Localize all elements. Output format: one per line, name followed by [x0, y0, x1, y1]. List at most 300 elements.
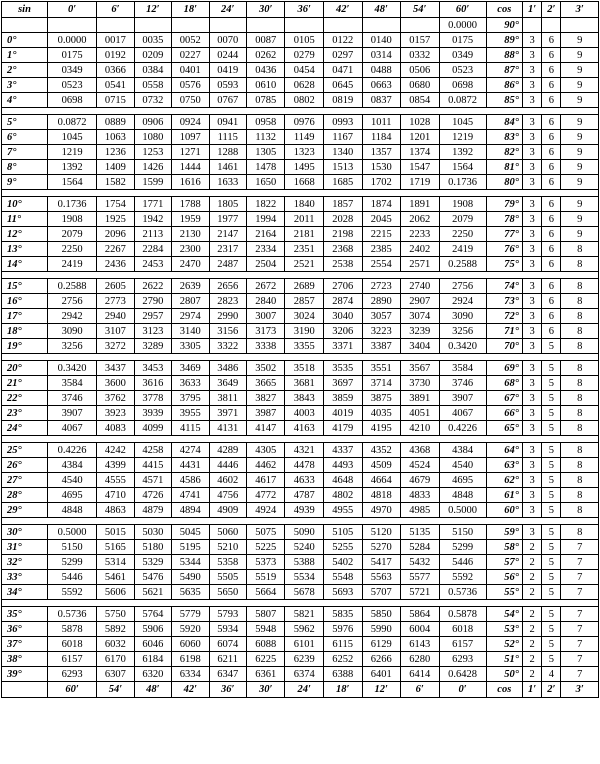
- sine-value: 3322: [209, 339, 246, 354]
- difference-value: 3: [522, 473, 541, 488]
- difference-value: 3: [522, 488, 541, 503]
- difference-value: 7: [561, 555, 599, 570]
- sine-value: 4258: [134, 443, 171, 458]
- table-row: [2, 652, 599, 667]
- row-cos-angle: 59°: [486, 525, 522, 540]
- row-angle: 26°: [2, 458, 48, 473]
- difference-value: 6: [542, 63, 561, 78]
- footer-cell: [2, 682, 48, 698]
- sine-value: 4848: [439, 488, 486, 503]
- sine-value: 4695: [439, 473, 486, 488]
- sine-value: 0976: [285, 115, 324, 130]
- row-cos-angle: 51°: [486, 652, 522, 667]
- difference-value: 6: [542, 33, 561, 48]
- sine-value: 5892: [97, 622, 134, 637]
- sine-value: 4985: [401, 503, 440, 518]
- sine-value: 0454: [285, 63, 324, 78]
- difference-value: 3: [522, 48, 541, 63]
- sine-value: 4756: [209, 488, 246, 503]
- sine-value: 0262: [246, 48, 285, 63]
- sine-value: 2096: [97, 227, 134, 242]
- sine-value: 2907: [401, 294, 440, 309]
- sine-value: 1323: [285, 145, 324, 160]
- sine-value: 0.1736: [48, 197, 97, 212]
- sine-value: 6414: [401, 667, 440, 682]
- table-row: [2, 257, 599, 272]
- sine-value: 0.2588: [48, 279, 97, 294]
- header-cell: 54′: [401, 2, 440, 18]
- row-angle: 4°: [2, 93, 48, 108]
- table-row: [2, 391, 599, 406]
- sine-value: 1028: [401, 115, 440, 130]
- row-cos-angle: 54°: [486, 607, 522, 622]
- sine-value: 4131: [209, 421, 246, 436]
- sine-value: 4695: [48, 488, 97, 503]
- sine-value: 0087: [246, 33, 285, 48]
- difference-value: 6: [542, 115, 561, 130]
- sine-value: 2113: [134, 227, 171, 242]
- table-row: [2, 488, 599, 503]
- sine-value: 3007: [246, 309, 285, 324]
- sine-value: 6143: [401, 637, 440, 652]
- sine-value: 0471: [323, 63, 362, 78]
- sine-value: 3697: [323, 376, 362, 391]
- row-cos-angle: 63°: [486, 458, 522, 473]
- sine-value: 1357: [362, 145, 401, 160]
- table-row: [2, 406, 599, 421]
- sine-value: 1097: [172, 130, 209, 145]
- sine-value: 2874: [323, 294, 362, 309]
- sine-value: 6101: [285, 637, 324, 652]
- sine-value: 0523: [48, 78, 97, 93]
- sine-value: 2351: [285, 242, 324, 257]
- sine-value: 6374: [285, 667, 324, 682]
- sine-value: 6018: [439, 622, 486, 637]
- sine-value: 0192: [97, 48, 134, 63]
- sine-value: 5934: [209, 622, 246, 637]
- row-angle: 29°: [2, 503, 48, 518]
- table-row: [2, 503, 599, 518]
- sine-value: 0157: [401, 33, 440, 48]
- difference-value: 3: [522, 93, 541, 108]
- sine-value: 0750: [172, 93, 209, 108]
- difference-value: 8: [561, 473, 599, 488]
- row-cos-angle: 67°: [486, 391, 522, 406]
- difference-value: 6: [542, 197, 561, 212]
- sine-value: 1253: [134, 145, 171, 160]
- sine-value: 1994: [246, 212, 285, 227]
- row-cos-angle: 53°: [486, 622, 522, 637]
- difference-value: 3: [522, 525, 541, 540]
- sine-value: 4368: [401, 443, 440, 458]
- sine-value: 1582: [97, 175, 134, 190]
- sine-value: 2554: [362, 257, 401, 272]
- sine-value: 3239: [401, 324, 440, 339]
- header-cell: 42′: [323, 2, 362, 18]
- row-cos-angle: 80°: [486, 175, 522, 190]
- sine-value: 4617: [246, 473, 285, 488]
- difference-value: 8: [561, 257, 599, 272]
- sine-value: 1201: [401, 130, 440, 145]
- footer-cell: 2′: [542, 682, 561, 698]
- sine-value: 3535: [323, 361, 362, 376]
- sine-value: 1822: [246, 197, 285, 212]
- sine-value: 5650: [209, 585, 246, 600]
- difference-value: 9: [561, 175, 599, 190]
- sine-value: 1184: [362, 130, 401, 145]
- sine-value: 3987: [246, 406, 285, 421]
- sine-value: 4210: [401, 421, 440, 436]
- sine-value: 4802: [323, 488, 362, 503]
- sine-value: 5948: [246, 622, 285, 637]
- sine-value: 0924: [172, 115, 209, 130]
- sine-value: 5299: [48, 555, 97, 570]
- sine-value: 2990: [209, 309, 246, 324]
- footer-cell: 1′: [522, 682, 541, 698]
- difference-value: 5: [542, 488, 561, 503]
- sine-value: 3469: [172, 361, 209, 376]
- sine-value: 2028: [323, 212, 362, 227]
- difference-value: 7: [561, 622, 599, 637]
- sine-value: 6060: [172, 637, 209, 652]
- sine-value: 0.6428: [439, 667, 486, 682]
- sine-value: 4909: [209, 503, 246, 518]
- difference-value: 6: [542, 175, 561, 190]
- sine-value: 3681: [285, 376, 324, 391]
- row-angle: 14°: [2, 257, 48, 272]
- sine-value: 3404: [401, 339, 440, 354]
- row-cos-angle: 88°: [486, 48, 522, 63]
- sine-value: 3778: [134, 391, 171, 406]
- sine-value: 2521: [285, 257, 324, 272]
- sine-value: 0958: [246, 115, 285, 130]
- sine-value: 1236: [97, 145, 134, 160]
- sine-value: 4540: [439, 458, 486, 473]
- sine-value: 3371: [323, 339, 362, 354]
- sine-value: 4352: [362, 443, 401, 458]
- sine-value: 2250: [48, 242, 97, 257]
- sine-value: 6198: [172, 652, 209, 667]
- sine-value: 3074: [401, 309, 440, 324]
- table-row: [2, 339, 599, 354]
- difference-value: 6: [542, 160, 561, 175]
- difference-value: 7: [561, 637, 599, 652]
- group-separator: [2, 354, 599, 361]
- sine-value: 1305: [246, 145, 285, 160]
- sine-value: 5621: [134, 585, 171, 600]
- difference-value: 6: [542, 145, 561, 160]
- sine-value: 3714: [362, 376, 401, 391]
- sine-value: 0.0000: [48, 33, 97, 48]
- sine-value: 0175: [439, 33, 486, 48]
- group-separator: [2, 108, 599, 115]
- difference-value: 5: [542, 391, 561, 406]
- sine-value: 6239: [285, 652, 324, 667]
- sine-value: 1564: [48, 175, 97, 190]
- row-cos-angle: 84°: [486, 115, 522, 130]
- sine-value: 1668: [285, 175, 324, 190]
- sine-value: 3518: [285, 361, 324, 376]
- sine-value: 2942: [48, 309, 97, 324]
- difference-value: 5: [542, 339, 561, 354]
- sine-value: 4384: [48, 458, 97, 473]
- sine-value: 5461: [97, 570, 134, 585]
- row-angle: 23°: [2, 406, 48, 421]
- difference-value: 6: [542, 309, 561, 324]
- sine-value: 1219: [48, 145, 97, 160]
- row-cos-angle: 76°: [486, 242, 522, 257]
- table-row: [2, 227, 599, 242]
- footer-cell: 36′: [209, 682, 246, 698]
- sine-value: 2419: [439, 242, 486, 257]
- sine-value: 2487: [209, 257, 246, 272]
- sine-value: 1925: [97, 212, 134, 227]
- row-angle: 33°: [2, 570, 48, 585]
- difference-value: 2: [522, 667, 541, 682]
- table-row: [2, 540, 599, 555]
- sine-value: 0593: [209, 78, 246, 93]
- sine-value: 4384: [439, 443, 486, 458]
- difference-value: 3: [522, 175, 541, 190]
- table-row: [2, 93, 599, 108]
- sine-value: 6280: [401, 652, 440, 667]
- sine-value: 3173: [246, 324, 285, 339]
- row-cos-angle: 86°: [486, 78, 522, 93]
- sine-value: 4879: [134, 503, 171, 518]
- sine-value: 0698: [48, 93, 97, 108]
- sine-value: 4337: [323, 443, 362, 458]
- header-cell: 12′: [134, 2, 171, 18]
- sine-value: 3453: [134, 361, 171, 376]
- sine-value: 2957: [134, 309, 171, 324]
- sine-value: 2538: [323, 257, 362, 272]
- table-row: [2, 555, 599, 570]
- difference-value: 3: [522, 145, 541, 160]
- difference-value: 3: [522, 391, 541, 406]
- row-cos-angle: 85°: [486, 93, 522, 108]
- sine-value: 3486: [209, 361, 246, 376]
- sine-value: 0349: [439, 48, 486, 63]
- row-cos-angle: 79°: [486, 197, 522, 212]
- sine-value: 5920: [172, 622, 209, 637]
- sine-value: 0209: [134, 48, 171, 63]
- row-cos-angle: 72°: [486, 309, 522, 324]
- sine-value: 3584: [439, 361, 486, 376]
- difference-value: 6: [542, 324, 561, 339]
- footer-cell: cos: [486, 682, 522, 698]
- sine-value: 2773: [97, 294, 134, 309]
- row-angle: 10°: [2, 197, 48, 212]
- header-row: [2, 2, 599, 18]
- sine-value: 2689: [285, 279, 324, 294]
- group-separator: [2, 518, 599, 525]
- header-cell: 60′: [439, 2, 486, 18]
- sine-value: 4035: [362, 406, 401, 421]
- difference-value: 3: [522, 443, 541, 458]
- sine-value: 5693: [323, 585, 362, 600]
- sine-value: 2284: [134, 242, 171, 257]
- difference-value: 8: [561, 324, 599, 339]
- sine-value: 0.5000: [439, 503, 486, 518]
- sine-value: 6293: [48, 667, 97, 682]
- sine-value: 4524: [401, 458, 440, 473]
- sine-value: 5255: [323, 540, 362, 555]
- sine-value: 4493: [323, 458, 362, 473]
- sine-value: 2079: [48, 227, 97, 242]
- table-row: [2, 570, 599, 585]
- sine-value: 5030: [134, 525, 171, 540]
- sine-value: 5534: [285, 570, 324, 585]
- row-angle: 27°: [2, 473, 48, 488]
- sine-value: 3730: [401, 376, 440, 391]
- difference-value: 8: [561, 443, 599, 458]
- sine-value: 5678: [285, 585, 324, 600]
- sine-value: 5150: [48, 540, 97, 555]
- sine-value: 5592: [439, 570, 486, 585]
- difference-value: 9: [561, 33, 599, 48]
- difference-value: 3: [522, 324, 541, 339]
- row-angle: 16°: [2, 294, 48, 309]
- sine-value: 5906: [134, 622, 171, 637]
- sine-value: 0017: [97, 33, 134, 48]
- sine-value: 4195: [362, 421, 401, 436]
- table-row: [2, 63, 599, 78]
- difference-value: 8: [561, 525, 599, 540]
- difference-value: 5: [542, 421, 561, 436]
- sine-value: 2605: [97, 279, 134, 294]
- top-row-cos-angle: 90°: [486, 18, 522, 33]
- sine-value: 1616: [172, 175, 209, 190]
- difference-value: 7: [561, 585, 599, 600]
- sine-value: 2402: [401, 242, 440, 257]
- sine-value: 5150: [439, 525, 486, 540]
- difference-value: 8: [561, 406, 599, 421]
- sine-value: 1374: [401, 145, 440, 160]
- sine-value: 5135: [401, 525, 440, 540]
- sine-value: 2300: [172, 242, 209, 257]
- sine-value: 0419: [209, 63, 246, 78]
- header-cell: 1′: [522, 2, 541, 18]
- difference-value: 6: [542, 212, 561, 227]
- sine-value: 3437: [97, 361, 134, 376]
- sine-value: 3875: [362, 391, 401, 406]
- sine-value: 5878: [48, 622, 97, 637]
- header-cell: 36′: [285, 2, 324, 18]
- row-angle: 25°: [2, 443, 48, 458]
- difference-value: 3: [522, 361, 541, 376]
- sine-value: 1513: [323, 160, 362, 175]
- difference-value: 3: [522, 197, 541, 212]
- difference-value: 5: [542, 637, 561, 652]
- table-row: [2, 622, 599, 637]
- row-angle: 17°: [2, 309, 48, 324]
- row-angle: 1°: [2, 48, 48, 63]
- row-cos-angle: 60°: [486, 503, 522, 518]
- sine-value: 3762: [97, 391, 134, 406]
- table-row: [2, 443, 599, 458]
- sine-value: 5835: [323, 607, 362, 622]
- sine-value: 2639: [172, 279, 209, 294]
- sine-value: 6266: [362, 652, 401, 667]
- sine-value: 0802: [285, 93, 324, 108]
- sine-value: 2215: [362, 227, 401, 242]
- sine-value: 3811: [209, 391, 246, 406]
- row-cos-angle: 57°: [486, 555, 522, 570]
- sine-value: 1288: [209, 145, 246, 160]
- sine-value: 4399: [97, 458, 134, 473]
- sine-value: 4067: [439, 406, 486, 421]
- group-separator: [2, 272, 599, 279]
- sine-value: 4924: [246, 503, 285, 518]
- sine-value: 6320: [134, 667, 171, 682]
- difference-value: 3: [522, 33, 541, 48]
- sine-value: 4602: [209, 473, 246, 488]
- sine-value: 0.1736: [439, 175, 486, 190]
- row-angle: 7°: [2, 145, 48, 160]
- row-cos-angle: 64°: [486, 443, 522, 458]
- sine-value: 3907: [48, 406, 97, 421]
- difference-value: 5: [542, 473, 561, 488]
- sine-value: 1409: [97, 160, 134, 175]
- sine-value: 0488: [362, 63, 401, 78]
- sine-value: 4955: [323, 503, 362, 518]
- sine-value: 2940: [97, 309, 134, 324]
- difference-value: 3: [522, 242, 541, 257]
- sine-value: 6170: [97, 652, 134, 667]
- sine-value: 4462: [246, 458, 285, 473]
- sine-value: 3616: [134, 376, 171, 391]
- sine-value: 4305: [246, 443, 285, 458]
- sine-value: 0105: [285, 33, 324, 48]
- sine-value: 3223: [362, 324, 401, 339]
- footer-cell: 0′: [439, 682, 486, 698]
- sine-value: 1633: [209, 175, 246, 190]
- sine-value: 5180: [134, 540, 171, 555]
- row-cos-angle: 75°: [486, 257, 522, 272]
- row-angle: 9°: [2, 175, 48, 190]
- top-row-angle: [2, 18, 48, 33]
- sine-value: 5807: [246, 607, 285, 622]
- row-angle: 22°: [2, 391, 48, 406]
- footer-cell: 18′: [323, 682, 362, 698]
- footer-cell: 12′: [362, 682, 401, 698]
- row-angle: 35°: [2, 607, 48, 622]
- sine-value: 4555: [97, 473, 134, 488]
- sine-value: 0663: [362, 78, 401, 93]
- difference-value: 8: [561, 421, 599, 436]
- table-row: [2, 115, 599, 130]
- sine-value: 2419: [48, 257, 97, 272]
- sine-value: 6157: [48, 652, 97, 667]
- sine-value: 3090: [439, 309, 486, 324]
- sine-value: 1547: [401, 160, 440, 175]
- sine-value: 0035: [134, 33, 171, 48]
- sine-value: 0698: [439, 78, 486, 93]
- header-cell: 18′: [172, 2, 209, 18]
- sine-value: 5358: [209, 555, 246, 570]
- sine-value: 2334: [246, 242, 285, 257]
- sine-value: 6115: [323, 637, 362, 652]
- sine-value: 4274: [172, 443, 209, 458]
- difference-value: 6: [542, 93, 561, 108]
- sine-value: 6184: [134, 652, 171, 667]
- table-row: [2, 637, 599, 652]
- sine-value: 0122: [323, 33, 362, 48]
- sine-value: 6252: [323, 652, 362, 667]
- sine-value: 5519: [246, 570, 285, 585]
- sine-value: 4939: [285, 503, 324, 518]
- difference-value: 8: [561, 361, 599, 376]
